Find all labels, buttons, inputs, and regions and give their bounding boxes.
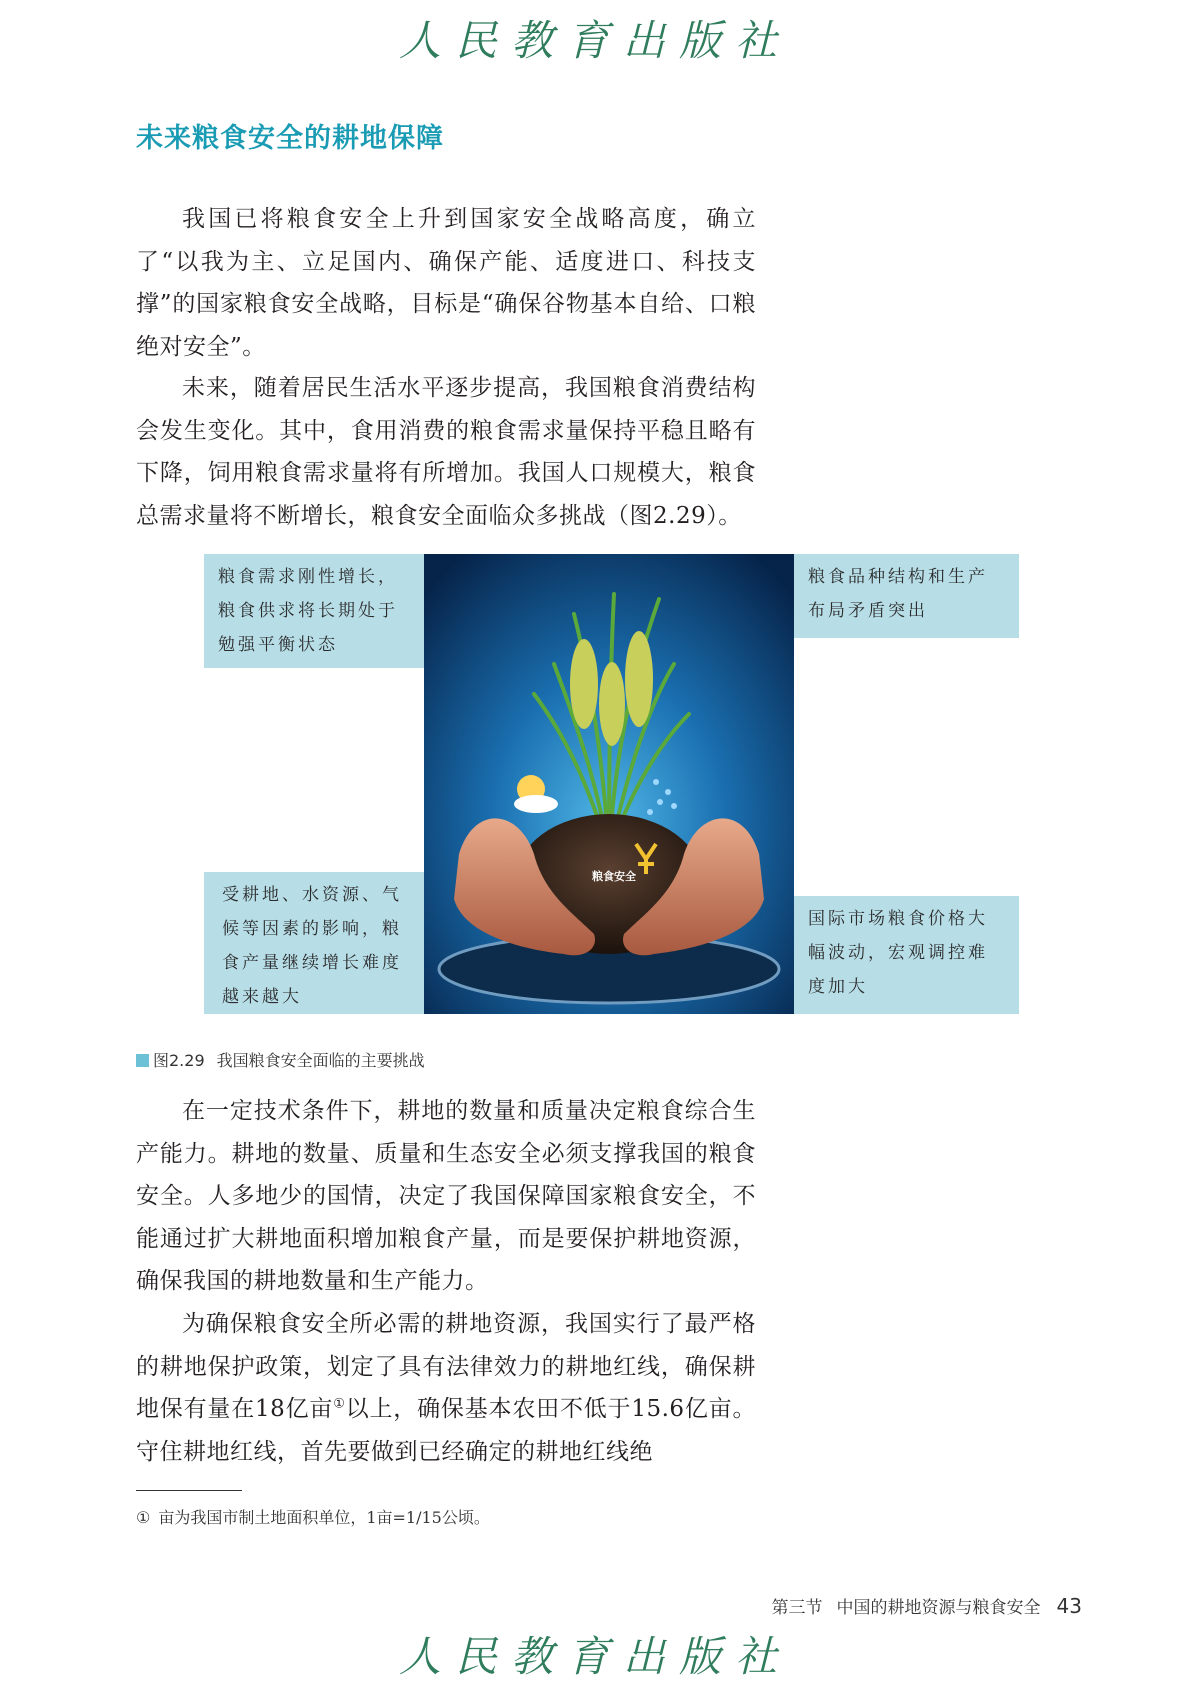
paragraph-red-line-part1: 为确保粮食安全所必需的耕地资源，我国实行了最严格的耕地保护政策，划定了具有法律效力的耕地红线，确保耕地保有量在18亿亩 <box>136 1311 756 1422</box>
callout-production: 受耕地、水资源、气候等因素的影响，粮食产量继续增长难度越来越大 <box>204 872 424 1014</box>
paragraph-red-line-part2: 以上，确保基本农田不低于15.6亿亩。守住耕地红线，首先要做到已经确定的耕地红线绝 <box>136 1396 756 1465</box>
caption-marker <box>136 1054 149 1067</box>
footnote-mark: ① <box>136 1508 151 1527</box>
paragraph-red-line <box>136 1303 756 1473</box>
callout-demand: 粮食需求刚性增长，粮食供求将长期处于勉强平衡状态 <box>204 554 424 668</box>
footnote-text: 亩为我国市制土地面积单位，1亩=1/15公顷。 <box>158 1508 490 1527</box>
footer-section: 第三节 <box>771 1598 823 1618</box>
footer-section-title: 中国的耕地资源与粮食安全 <box>836 1598 1041 1618</box>
figure-caption <box>136 1048 425 1071</box>
publisher-watermark-top: 人民教育出版社 <box>398 16 791 65</box>
paragraph-farmland-capacity: 在一定技术条件下，耕地的数量和质量决定粮食综合生产能力。耕地的数量、质量和生态安全必须支撑我国的粮食安全。人多地少的国情，决定了我国保障国家粮食安全，不能通过扩大耕地面积增加粮食产量，而是要保护耕地资源，确保我国的耕地数量和生产能力。 <box>136 1098 756 1294</box>
page-number: 43 <box>1056 1594 1082 1618</box>
figure-number: 图2.29 <box>153 1051 205 1070</box>
paragraph-consumption: 未来，随着居民生活水平逐步提高，我国粮食消费结构会发生变化。其中，食用消费的粮食需求量保持平稳且略有下降，饲用粮食需求量将有所增加。我国人口规模大，粮食总需求量将不断增长，粮食安全面临众多挑战（图2.29）。 <box>136 375 756 529</box>
running-footer <box>772 1593 1082 1618</box>
callout-market: 国际市场粮食价格大幅波动，宏观调控难度加大 <box>794 896 1019 1014</box>
figure-food-security-challenges <box>204 554 1019 1014</box>
footnote-reference[interactable]: ① <box>333 1396 346 1412</box>
paragraph-strategy: 我国已将粮食安全上升到国家安全战略高度，确立了“以我为主、立足国内、确保产能、适度进口、科技支撑”的国家粮食安全战略，目标是“确保谷物基本自给、口粮绝对安全”。 <box>136 206 756 360</box>
food-security-photo <box>424 554 794 1014</box>
photo-label: 粮食安全 <box>592 870 636 883</box>
footnote-divider <box>136 1490 242 1491</box>
callout-structure: 粮食品种结构和生产布局矛盾突出 <box>794 554 1019 638</box>
cloud-icon <box>514 795 558 813</box>
publisher-watermark-bottom: 人民教育出版社 <box>398 1632 791 1681</box>
section-title: 未来粮食安全的耕地保障 <box>136 123 444 154</box>
caption-text: 我国粮食安全面临的主要挑战 <box>216 1051 425 1070</box>
footnote <box>136 1505 490 1528</box>
